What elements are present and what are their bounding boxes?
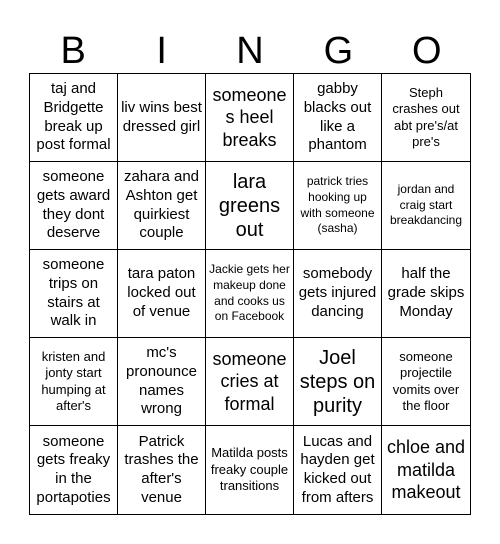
bingo-cell[interactable]	[118, 338, 206, 426]
header-letter-b: B	[60, 30, 86, 72]
cell-text: someone gets freaky in the portapoties	[36, 432, 111, 506]
bingo-header	[29, 28, 471, 74]
bingo-cell[interactable]	[294, 74, 382, 162]
bingo-cell[interactable]	[118, 74, 206, 162]
cell-text: mc's pronounce names wrong	[126, 344, 197, 418]
cell-text: someone cries at formal	[212, 348, 287, 414]
header-letter-i: I	[156, 30, 167, 72]
cell-text: kristen and jonty start humping at after's	[41, 348, 106, 413]
header-letter-n: N	[236, 30, 264, 72]
bingo-cell[interactable]	[382, 426, 470, 514]
bingo-cell[interactable]	[30, 74, 118, 162]
bingo-cell[interactable]	[118, 250, 206, 338]
cell-text: Joel steps on purity	[299, 346, 376, 417]
bingo-cell[interactable]	[382, 74, 470, 162]
bingo-cell[interactable]	[294, 162, 382, 250]
cell-text: tara paton locked out of venue	[127, 265, 196, 320]
cell-text: Patrick trashes the after's venue	[124, 432, 199, 506]
bingo-cell[interactable]	[30, 250, 118, 338]
bingo-cell[interactable]	[206, 338, 294, 426]
cell-text: someone projectile vomits over the floor	[392, 348, 460, 413]
cell-text: half the grade skips Monday	[387, 265, 465, 320]
bingo-board	[29, 73, 471, 515]
cell-text: someone gets award they dont deserve	[36, 168, 111, 242]
cell-text: patrick tries hooking up with someone (sasha)	[300, 174, 375, 236]
cell-text: chloe and matilda makeout	[386, 437, 466, 503]
cell-text: zahara and Ashton get quirkiest couple	[123, 168, 200, 242]
cell-text: Lucas and hayden get kicked out from afters	[300, 432, 375, 506]
cell-text: someone trips on stairs at walk in	[42, 256, 105, 330]
header-letter-o: O	[412, 30, 442, 72]
cell-text: someones heel breaks	[212, 84, 287, 150]
bingo-cell[interactable]	[206, 426, 294, 514]
bingo-cell[interactable]	[118, 162, 206, 250]
bingo-cell[interactable]	[30, 338, 118, 426]
cell-text: Matilda posts freaky couple transitions	[210, 445, 289, 494]
bingo-cell[interactable]	[382, 162, 470, 250]
bingo-cell[interactable]	[118, 426, 206, 514]
bingo-cell[interactable]	[294, 250, 382, 338]
bingo-cell[interactable]	[206, 250, 294, 338]
cell-text: lara greens out	[218, 170, 281, 241]
cell-text: liv wins best dressed girl	[121, 98, 202, 135]
cell-text: gabby blacks out like a phantom	[303, 80, 372, 154]
bingo-cell[interactable]	[294, 338, 382, 426]
header-letter-g: G	[323, 30, 354, 72]
cell-text: Steph crashes out abt pre's/at pre's	[392, 84, 460, 149]
cell-text: Jackie gets her makeup done and cooks us on Facebook	[209, 262, 290, 324]
bingo-cell[interactable]	[382, 250, 470, 338]
bingo-cell[interactable]	[206, 74, 294, 162]
cell-text: taj and Bridgette break up post formal	[36, 80, 111, 154]
bingo-cell[interactable]	[30, 426, 118, 514]
cell-text: somebody gets injured dancing	[298, 265, 377, 320]
cell-text: jordan and craig start breakdancing	[389, 182, 463, 228]
bingo-cell[interactable]	[294, 426, 382, 514]
bingo-cell[interactable]	[382, 338, 470, 426]
bingo-cell[interactable]	[206, 162, 294, 250]
bingo-cell[interactable]	[30, 162, 118, 250]
